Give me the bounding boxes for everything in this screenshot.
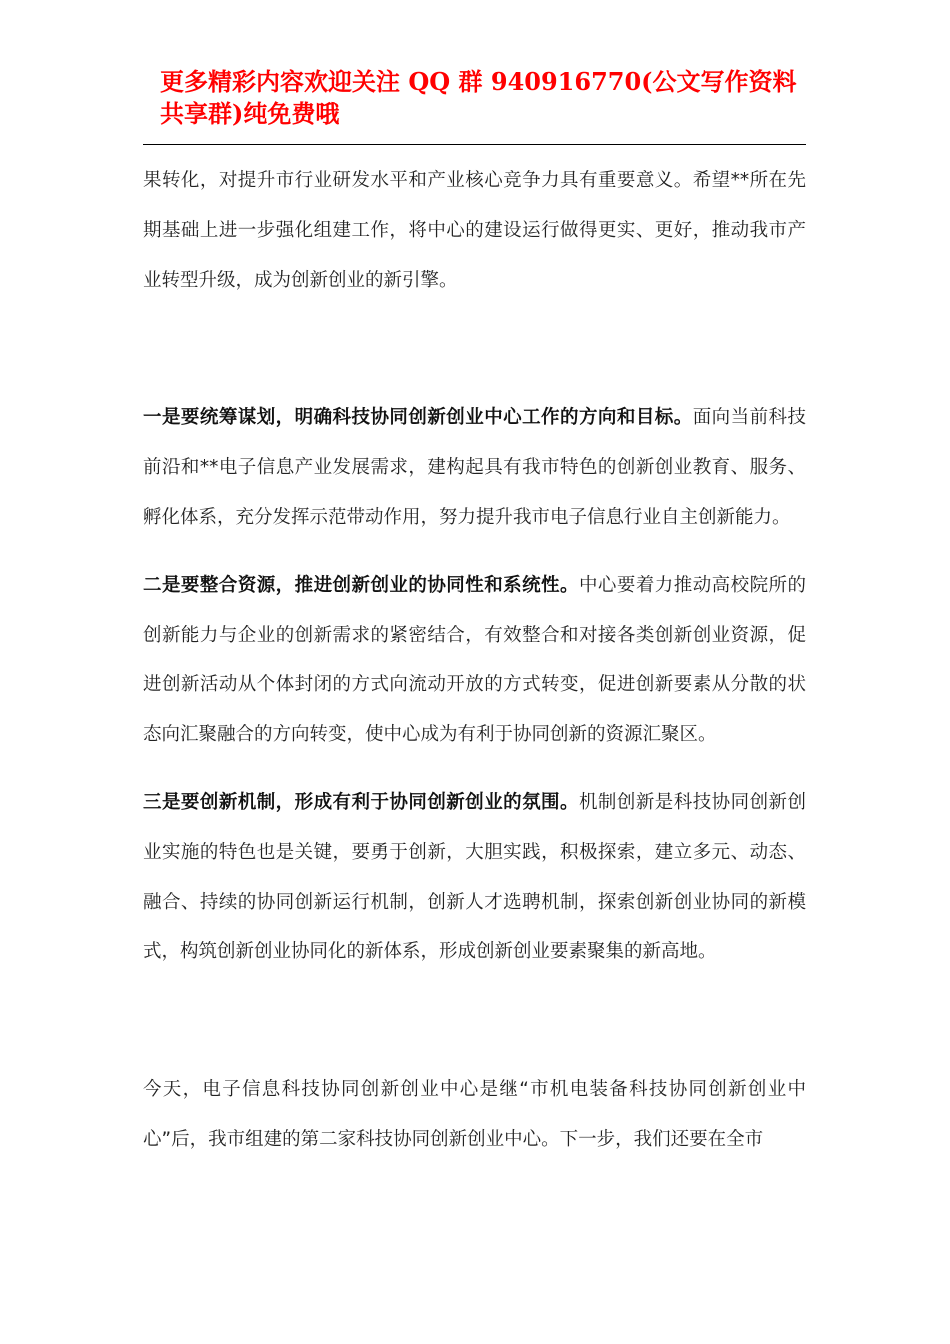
paragraph-text: 中心要着力推动高校院所的创新能力与企业的创新需求的紧密结合，有效整合和对接各类创新创业资源，促进创新活动从个体封闭的方式向流动开放的方式转变，促进创新要素从分散的状态向汇聚融合的方向转变，使中心成为有利于协同创新的资源汇聚区。 <box>143 574 806 746</box>
paragraph-spacer <box>143 543 806 561</box>
paragraph-spacer <box>143 760 806 778</box>
paragraph-text: 机制创新是科技协同创新创业实施的特色也是关键，要勇于创新，大胆实践，积极探索，建立多元、动态、融合、持续的协同创新运行机制，创新人才选聘机制，探索创新创业协同的新模式，构筑创新创业协同化的新体系，形成创新创业要素聚集的新高地。 <box>143 791 806 963</box>
header-notice-text: 更多精彩内容欢迎关注 QQ 群 940916770(公文写作资料共享群)纯免费哦 <box>160 67 797 128</box>
paragraph-point-two <box>143 561 806 760</box>
paragraph-text: 果转化，对提升市行业研发水平和产业核心竞争力具有重要意义。希望**所在先期基础上进一步强化组建工作，将中心的建设运行做得更实、更好，推动我市产业转型升级，成为创新创业的新引擎。 <box>143 170 806 291</box>
header-notice <box>160 66 810 130</box>
paragraph-point-three <box>143 778 806 977</box>
paragraph-lead: 一是要统筹谋划，明确科技协同创新创业中心工作的方向和目标。 <box>143 407 693 429</box>
paragraph-lead: 二是要整合资源，推进创新创业的协同性和系统性。 <box>143 574 579 596</box>
document-body <box>143 156 806 1165</box>
paragraph-closing <box>143 1065 806 1165</box>
paragraph-lead: 三是要创新机制，形成有利于协同创新创业的氛围。 <box>143 791 579 813</box>
paragraph-point-one <box>143 393 806 542</box>
paragraph-spacer <box>143 977 806 1065</box>
paragraph-spacer <box>143 305 806 393</box>
header-divider <box>143 144 806 145</box>
paragraph-text: 面向当前科技前沿和**电子信息产业发展需求，建构起具有我市特色的创新创业教育、服务、孵化体系，充分发挥示范带动作用，努力提升我市电子信息行业自主创新能力。 <box>143 407 806 528</box>
paragraph-intro <box>143 156 806 305</box>
paragraph-text: 今天，电子信息科技协同创新创业中心是继“市机电装备科技协同创新创业中心”后，我市组建的第二家科技协同创新创业中心。下一步，我们还要在全市 <box>143 1079 806 1150</box>
